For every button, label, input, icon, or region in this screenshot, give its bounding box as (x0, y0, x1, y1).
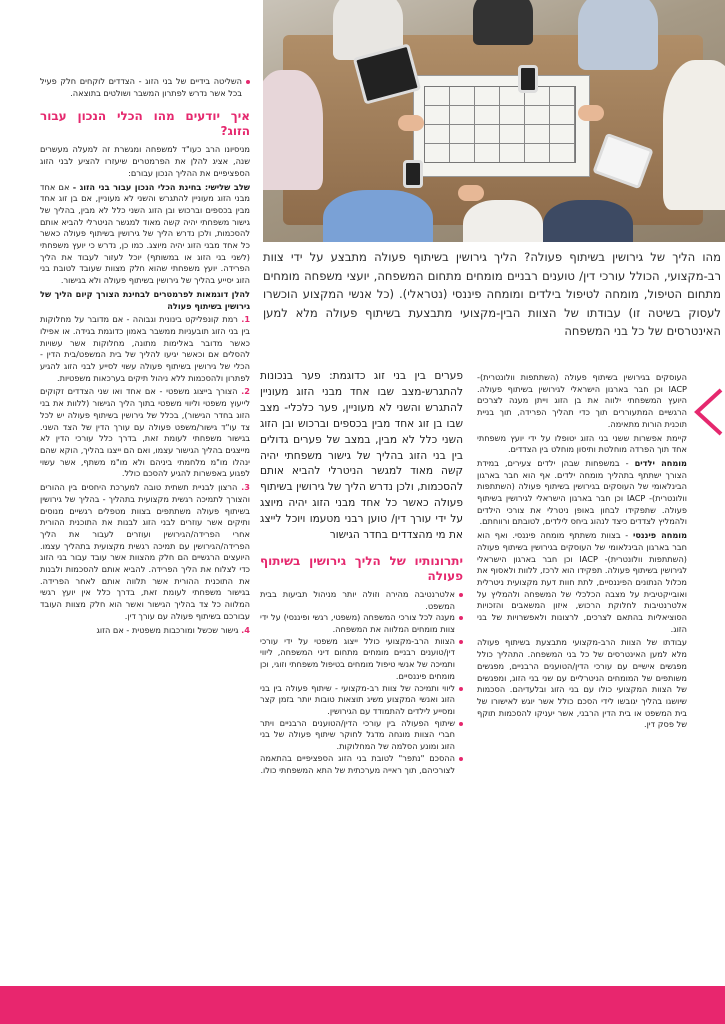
child-expert-label: מומחה ילדים (634, 457, 687, 468)
hand-1 (398, 115, 424, 131)
person-bottom-right (543, 200, 633, 242)
list-item: השליטה בידיים של בני הזוג - הצדדים לוקחים חלק פעיל בכל אשר נדרש לפתרון המשבר ושולטים בתוצאה. (40, 76, 250, 99)
list-item: 3. הרצון לבניית תשתית טובה למערכת היחסים בין ההורים והצורך לתמיכה רגשית מקצועית בתהליך - בהליך של גירושין בשיתוף פעולה משתתפים בצוות מטפלים רגשיים מנוסים ותיקים אשר עוזרים לבני הזוג לבנות את התוכנית ההורית אחרי הפרידה/הגירושין ועוזרים לעבור את הליך הפרידה/הגירושין עם תמיכה רגשית מקצועית בתהליך עצמו. היועצים הרגשיים הם חלק מהצוות אשר עובד עבור בני הזוג כדי לצלוח את הליך הפרידה. להביא אותם להסכמות ולבנות את התוכנית ההורית אשר תלווה אותם לאחר הפרידה. בגישור משפחתי לעומת זאת, בדרך כלל אין יועץ רגשי המלווה כל צד בהליך הגישור ואשר הוא חלק מצוות העובד עבורכם בשיתוף פעולה עם עורך דין. (40, 482, 250, 621)
advantages-list (260, 589, 463, 776)
right-p1: העוסקים בגירושין בשיתוף פעולה (השתתפות וולונטרית)- IACP וכן חבר בארגון הישראלי לגירושין בשיתוף פעולה. היועץ המשפחתי ילווה את בן הזוג וייתן מענה לצרכים הרגשיים המתעוררים תוך כדי תהליך הפרידה, תוך בניית תוכנית הורות מתאימה. (477, 372, 687, 429)
phone-center (518, 65, 538, 93)
list-item: ההסכם "נתפר" לטובת בני הזוג הספציפיים בהתאמה לצורכיהם, תוך ראייה מערכתית של התא המשפחתי כולו. (260, 753, 463, 776)
list-item: 4. גישור שכשל ומורכבות משפטית - אם הזוג (96, 624, 250, 635)
left-intro: מניסיונו הרב כעו"ד למשפחה ומגשרת זה למעלה מעשרים שנה, אציג להלן את הפרמטרים שיעזרו להציע לבני הזוג הספציפיים את ההליך הנכון עבורם: (40, 144, 250, 178)
examples-heading: להלן דוגמאות לפרמטרים לבחינת הצורך קיום הליך של גירושין בשיתוף פעולה (40, 288, 250, 311)
right-column (477, 372, 687, 733)
list-item: ליווי ותמיכה של צוות רב-מקצועי - שיתוף פעולה בין בני הזוג ואנשי המקצוע משיג תוצאות טובות יותר בזמן קצר ומסייע לילדים להתמודד עם הגירושין. (260, 683, 463, 718)
person-right (663, 60, 725, 210)
hand-2 (578, 105, 604, 121)
phone-bottom (403, 160, 423, 188)
person-top-center (473, 0, 533, 45)
right-p4: מומחה פיננסי - בצוות משתתף מומחה פיננסי. ואף הוא חבר בארגון הבינלאומי של העוסקים בגירושין בשיתוף פעולה (השתתפות וולונטרית)- IACP וכן חבר בארגון הישראלי לגירושין בשיתוף פעולה. תפקידו הוא לרכז, ללוות ולאסוף את מכלול הנתונים הפיננסיים, לתת חוות דעת מקצועית ניטרלית ואובייקטיבית על מצבה הכלכלי של המשפחה ולהמליץ על אלטרנטיבות לחלוקת הרכוש, איזון המשאבים והזכויות הסוציאליות בהתאם לצרכים, לרצונות ולאפשרויות של בני הזוג. (477, 530, 688, 634)
right-p5: עבודתו של הצוות הרב-מקצועי מתבצעת בשיתוף פעולה מלא למען האינטרסים של כל בני המשפחה. התהליך כולל מפגשים אישיים עם עורכי הדין/הטוענים הרבניים, מפגשים משותפים של המומחים הניטרליים עם שני בני הזוג, ומפגשים של הצוות המקצועי כולו עם בני הזוג ובלעדיהם. הסכמות שיושגו בהליך יגובשו לידי הסכם כולל אשר יוגש לאישורו של בית המשפט או בית הדין הרבני, אשר יעניקו להסכמות תוקף של פסק דין. (477, 637, 687, 730)
meeting-photo (263, 0, 725, 242)
list-item: אלטרנטיבה מהירה וזולה יותר מניהול תביעות בבית המשפט. (260, 589, 463, 612)
list-item: 1. רמת קונפליקט בינונית וגבוהה - אם מדובר על מחלוקות בין בני הזוג תובעניות ממשבר באמון כדוגמת בגידה. או אפילו כאשר מדובר באלימות מתונה, מחלוקות אשר עשויות להסלים אם וכאשר יגיעו להליך של בית המשפט/בית הדין - הכלי של גירושין בשיתוף פעולה עשוי לסייע לבני הזוג להגיע לפתרון ולהסכמות ללא ניהול תיקים בערכאות משפטיות. (40, 314, 251, 383)
which-tool-heading: איך יודעים מהו הכלי הנכון עבור הזוג? (40, 109, 250, 139)
left-step3: שלב שלישי: בחינת הכלי הנכון עבור בני הזוג - אם אחד מבני הזוג מעוניין להתגרש והשני לא מעוניין, אם בן זוג אחד מבין בכספים וברכוש ובן הזוג השני כלל לא מבין, בהליך של גישור משפחתי יהיה קשה מאוד למגשר הניטרלי להביא אותם להסכמות, ולכן נדרש הליך של גירושין בשיתוף פעולה כאשר כל אחד מבני הזוג יהיה מיוצג. כמו כן, נדרש כי יועץ משפחתי (לשני בני הזוג או במשותף) יוכל לעזור לעבוד את הליך הפרידה. יועץ משפחתי שהוא חלק מצוות שעובד לטובת בני הזוג יסייע בהליך של גירושין בשיתוף פעולה ולא בגישור. (40, 181, 251, 286)
person-bottom-left (323, 190, 433, 242)
footer-bar (0, 986, 725, 1024)
financial-expert-label: מומחה פיננסי (632, 530, 688, 541)
list-item: 2. הצורך בייצוג משפטי - אם אחד ואו שני הצדדים זקוקים לייעוץ משפטי וליווי משפטי בתוך הליך הגישור (ללוות את בני הזוג בחדר הגישור), בכלל של גירושין בשיתוף פעולה יש לכל צד עו"ד גישור/משפט פעולה עם עורך הדין של הצד השני. בגישור משפחתי לעומת זאת, בדרך כלל עורכי הדין לא מייצגים בהליך הגישור עצמו, ואם הם ייצגו בהליך, הוקא שהם ינהלו מו"מ מלחמתי ביניהם ולא מו"מ משתף, אשר עשוי לפגוע באפשרות להגיע להסכם כולל. (40, 386, 250, 479)
middle-column (260, 369, 463, 776)
middle-text: פערים בין בני זוג כדוגמת: פער בנכונות להתגרש-מצב שבו אחד מבני הזוג מעוניין להתגרש והשני לא מעוניין, פער כלכלי- מצב שבו בן זוג אחד מבין בכספים וברכוש ובן הזוג השני כלל לא מבין, במצב של פערים גדולים בין בני הזוג בהליך של גישור משפחתי יהיה קשה מאוד למגשר הניטרלי להביא אותם להסכמות, ולכן נדרש הליך של גירושין בשיתוף פעולה כאשר כל אחד מבני הזוג יהיה מיוצג על ידי עורך דין/ טוען רבני מטעמו ויוכל לייצג את מי מהצדדים בחדר הגישור (260, 370, 463, 542)
list-item: מענה לכל צורכי המשפחה (משפטי, רגשי ופיננסי) על ידי צוות מומחים המלווה את המשפחה. (260, 612, 463, 635)
hand-3 (458, 185, 484, 201)
chevron-left-icon (691, 386, 725, 438)
person-top-right (578, 0, 658, 70)
advantages-heading: יתרונותיו של הליך גירושין בשיתוף פעולה (260, 553, 463, 583)
right-p2: קיימת אפשרות ששני בני הזוג יטופלו על ידי יועץ משפחתי אחד תוך הפרדה מוחלטת ותיסון מוחלט בין הצדדים. (477, 432, 687, 455)
right-p3: מומחה ילדים - במשפחות שבהן ילדים צעירים, במידת הצורך ישתתף בתהליך מומחה ילדים. אף הוא חבר בארגון הבינלאומי של העוסקים בגירושין בשיתוף פעולה (השתתפות וולונטרית)- IACP וכן חבר בארגון הישראלי לגירושין בשיתוף פעולה. שתפקידו לבחון באופן ניטרלי את צורכי הילדים ולהמליץ לצדדים כיצד לנהוג ביחס לילדים, לטובתם ורווחתם. (477, 457, 687, 527)
person-bottom-center (463, 200, 543, 242)
blueprint-sheet (413, 75, 590, 177)
person-left (263, 70, 323, 190)
photo-caption: מהו הליך של גירושין בשיתוף פעולה? הליך גירושין בשיתוף פעולה מתבצע על ידי צוות רב-מקצועי, הכולל עורכי דין/ טוענים רבניים מומחים מתחום המשפחה, יועצי משפחה מומחים מתחום הטיפול, מומחה לטיפול בילדים ומומחה פיננסי (נטראלי). (כל אנשי המקצוע הוכשרו לעסוק בשיטה זו) עבודתו של הצוות הבין-מקצועי מתבצעת בשיתוף פעולה מלא למען האינטרסים של כל בני המשפחה (263, 250, 721, 339)
list-item: שיתוף הפעולה בין עורכי הדין/הטוענים הרבניים ויתר חברי הצוות מונחה מדגל לחוקר שיתוף פעולה של בני הזוג ומונע הסלמה של המחלוקות. (260, 718, 463, 753)
list-item: הצוות הרב-מקצועי כולל ייצוג משפטי על ידי עורכי דין/טוענים רבניים מומחים מתחום דיני המשפחה, ליווי ותמיכה של אנשי טיפול מומחים בטיפול משפחתי וזוגי, וכן מומחים פיננסיים. (260, 636, 463, 683)
left-column (40, 76, 250, 638)
